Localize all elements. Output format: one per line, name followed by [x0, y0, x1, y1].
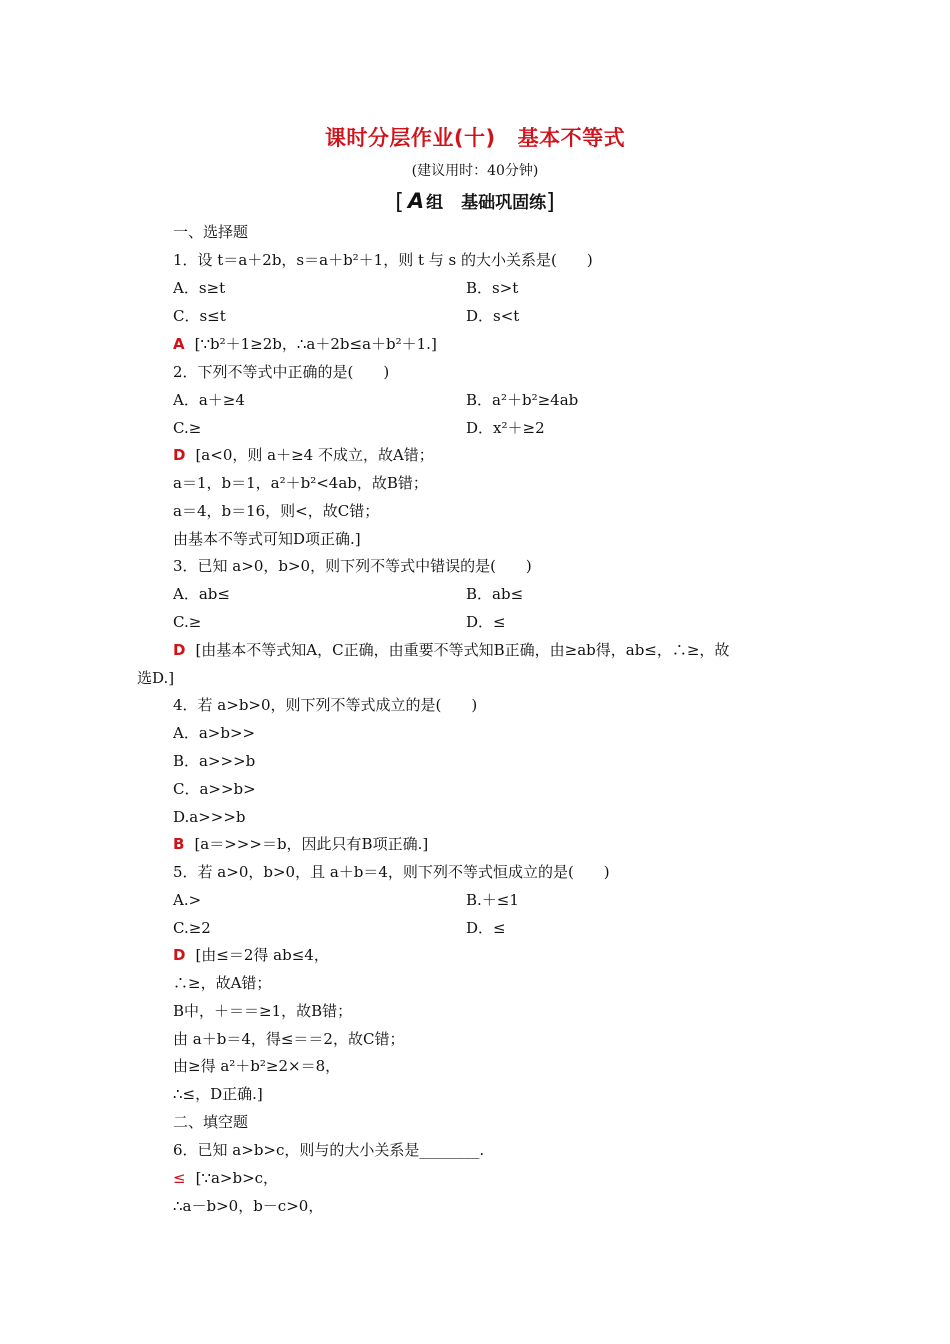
q2-solution-line: 由基本不等式可知D项正确.]	[173, 530, 361, 548]
q3-option-d: D．≤	[466, 613, 506, 631]
q5-option-c: C.≥2	[173, 919, 211, 937]
q3-option-c: C.≥	[173, 613, 202, 631]
q3-solution: D [由基本不等式知A，C正确，由重要不等式知B正确，由≥ab得，ab≤，∴≥，故	[173, 641, 730, 659]
q4-solution: B [a＝>>>＝b，因此只有B项正确.]	[173, 835, 429, 853]
q5-solution: D [由≤＝2得 ab≤4，	[173, 946, 329, 964]
q5-solution-line: B中，＋＝＝≥1，故B错；	[173, 1002, 353, 1020]
q4-option-d: D.a>>>b	[173, 808, 246, 826]
time-note: (建议用时：40分钟)	[411, 163, 539, 179]
q5-solution-line: 由≥得 a²＋b²≥2×＝8，	[173, 1057, 341, 1075]
q2-solution-line: a＝4，b＝16，则<，故C错；	[173, 502, 380, 520]
q6-solution: ≤ [∵a>b>c，	[173, 1169, 279, 1187]
q4-stem: 4．若 a>b>0，则下列不等式成立的是( )	[173, 696, 478, 714]
q1-option-c: C．s≤t	[173, 307, 226, 325]
q5-option-a: A.>	[173, 891, 202, 909]
q5-option-d: D．≤	[466, 919, 506, 937]
q5-option-b: B.＋≤1	[466, 891, 519, 909]
q4-answer: B	[173, 835, 185, 853]
q2-solution-line: a＝1，b＝1，a²＋b²<4ab，故B错；	[173, 474, 428, 492]
q1-option-b: B．s>t	[466, 279, 519, 297]
q6-stem: 6．已知 a>b>c，则与的大小关系是________.	[173, 1141, 485, 1159]
q5-stem: 5．若 a>0，b>0，且 a＋b＝4，则下列不等式恒成立的是( )	[173, 863, 610, 881]
q2-stem: 2．下列不等式中正确的是( )	[173, 363, 390, 381]
q2-option-b: B．a²＋b²≥4ab	[466, 391, 579, 409]
q4-option-b: B．a>>>b	[173, 752, 256, 770]
q5-answer: D	[173, 946, 186, 964]
q5-solution-line: ∴≥，故A错；	[173, 974, 272, 992]
q3-option-a: A．ab≤	[173, 585, 230, 603]
q2-solution: D [a<0，则 a＋≥4 不成立，故A错；	[173, 446, 434, 464]
page-title: 课时分层作业(十) 基本不等式	[324, 126, 626, 150]
q1-answer: A	[173, 335, 185, 353]
q6-answer: ≤	[173, 1169, 186, 1187]
q3-stem: 3．已知 a>0，b>0，则下列不等式中错误的是( )	[173, 557, 532, 575]
q2-answer: D	[173, 446, 186, 464]
section-fill: 二、填空题	[173, 1113, 249, 1131]
q5-solution-line: 由 a＋b＝4，得≤＝＝2，故C错；	[173, 1030, 405, 1048]
q1-option-d: D．s<t	[466, 307, 520, 325]
q6-solution-line: ∴a－b>0，b－c>0，	[173, 1197, 324, 1215]
q2-option-d: D．x²＋≥2	[466, 419, 545, 437]
q5-solution-line: ∴≤，D正确.]	[173, 1085, 263, 1103]
q3-option-b: B．ab≤	[466, 585, 524, 603]
q2-option-a: A．a＋≥4	[173, 391, 245, 409]
q2-option-c: C.≥	[173, 419, 202, 437]
group-heading: [ A 组 基础巩固练]	[395, 189, 555, 215]
q1-option-a: A．s≥t	[173, 279, 226, 297]
section-choice: 一、选择题	[173, 223, 249, 241]
q4-option-c: C．a>>b>	[173, 780, 256, 798]
q4-option-a: A．a>b>>	[173, 724, 256, 742]
q1-solution: A [∵b²＋1≥2b，∴a＋2b≤a＋b²＋1.]	[173, 335, 437, 353]
q3-solution-line: 选D.]	[137, 669, 175, 687]
q3-answer: D	[173, 641, 186, 659]
q1-stem: 1．设 t＝a＋2b，s＝a＋b²＋1，则 t 与 s 的大小关系是( )	[173, 251, 593, 269]
